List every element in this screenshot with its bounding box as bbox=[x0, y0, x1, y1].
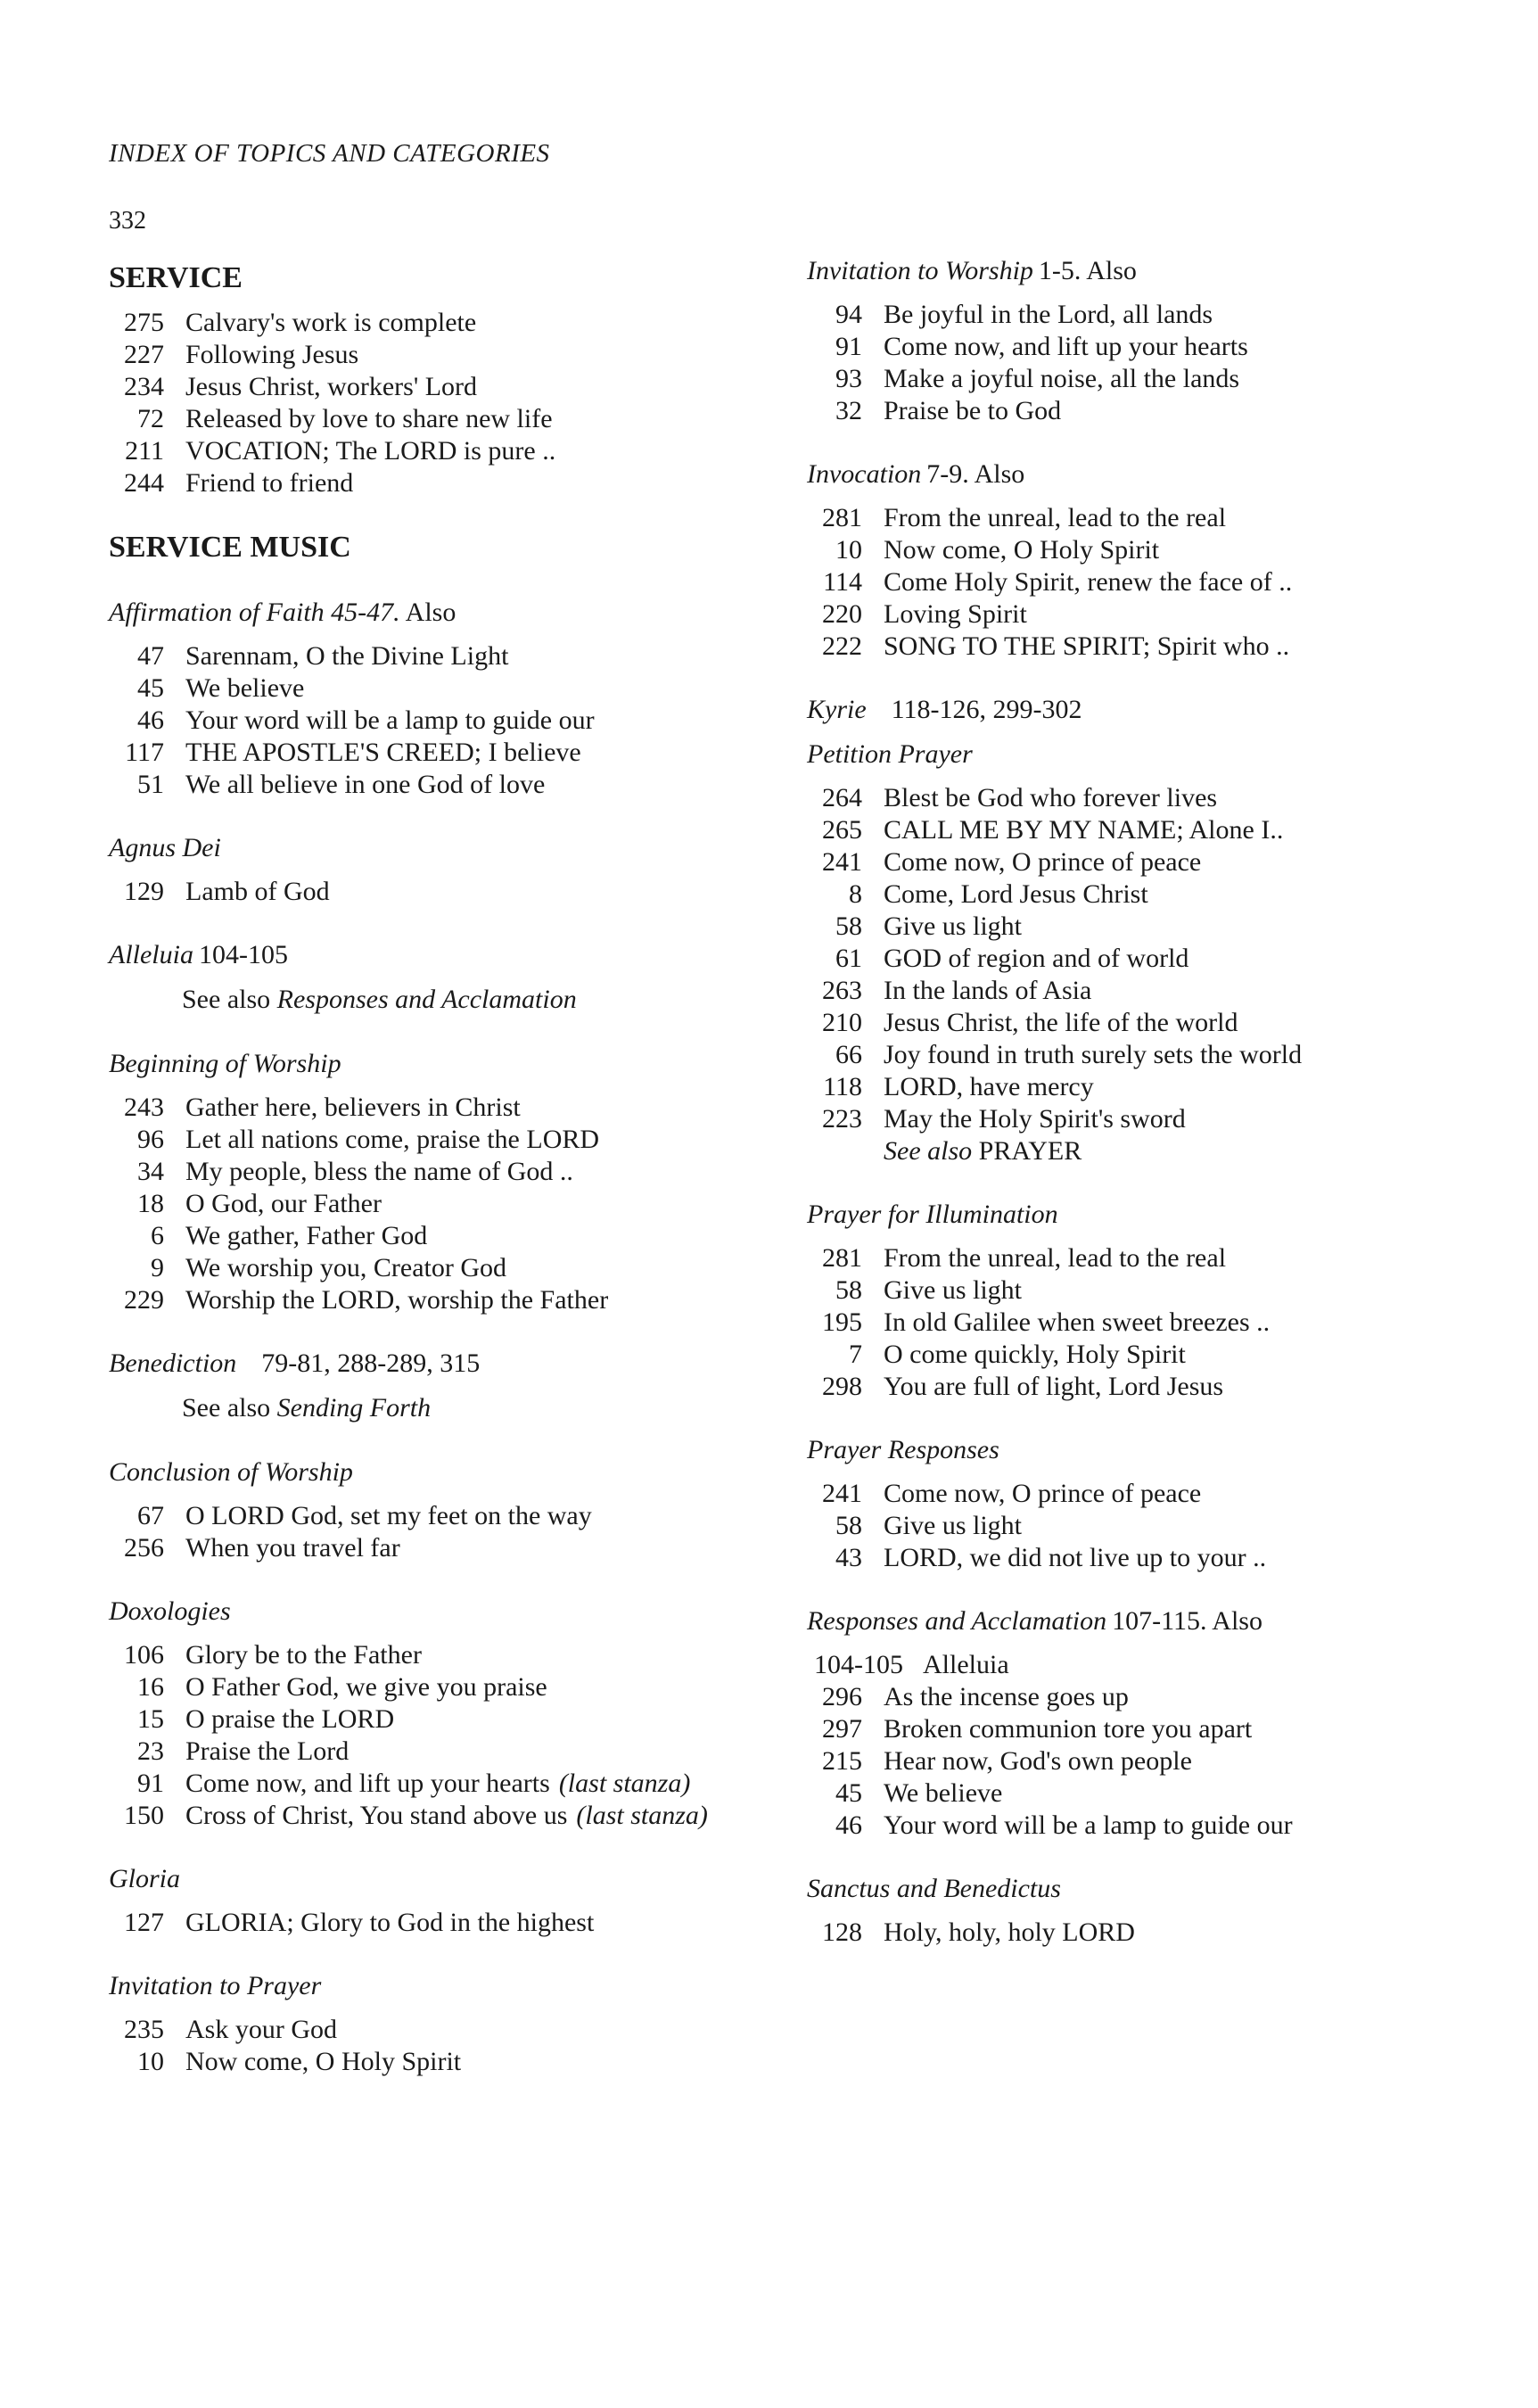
index-entry bbox=[807, 846, 1520, 878]
index-entry bbox=[807, 502, 1520, 534]
index-section bbox=[109, 938, 804, 1017]
index-entry bbox=[807, 943, 1520, 975]
index-section bbox=[807, 1604, 1520, 1842]
index-entry bbox=[807, 534, 1520, 566]
index-entry bbox=[109, 1156, 804, 1188]
index-entry bbox=[109, 435, 804, 467]
index-section bbox=[807, 458, 1520, 663]
hymn-title: In old Galilee when sweet breezes .. bbox=[884, 1307, 1271, 1337]
index-entry bbox=[109, 1532, 804, 1564]
index-entry bbox=[109, 1124, 804, 1156]
hymn-number: 211 bbox=[125, 436, 164, 466]
hymn-note: (last stanza) bbox=[576, 1801, 708, 1830]
hymn-title: CALL ME BY MY NAME; Alone I.. bbox=[884, 815, 1284, 845]
hymn-number: 235 bbox=[124, 2015, 164, 2044]
hymn-number: 15 bbox=[137, 1704, 164, 1734]
category-heading bbox=[109, 1969, 804, 2003]
index-entry bbox=[109, 1284, 804, 1316]
category-range: 79-81, 288-289, 315 bbox=[261, 1348, 481, 1378]
index-section bbox=[109, 1969, 804, 2078]
hymn-number: 91 bbox=[835, 332, 862, 361]
category-name: Prayer Responses bbox=[807, 1435, 999, 1464]
hymn-number: 128 bbox=[822, 1917, 862, 1947]
hymn-title: Jesus Christ, workers' Lord bbox=[185, 372, 478, 401]
hymn-number: 43 bbox=[835, 1543, 862, 1572]
index-entry bbox=[807, 395, 1520, 427]
hymn-number: 9 bbox=[151, 1253, 164, 1282]
index-section bbox=[807, 254, 1520, 427]
hymn-title: Loving Spirit bbox=[884, 599, 1027, 629]
see-also-text bbox=[807, 1135, 1082, 1167]
hymn-number: 241 bbox=[822, 1479, 862, 1508]
hymn-number: 67 bbox=[137, 1501, 164, 1530]
hymn-number: 91 bbox=[137, 1769, 164, 1798]
page-number: 332 bbox=[109, 207, 146, 235]
index-entry bbox=[109, 403, 804, 435]
index-entry bbox=[807, 1103, 1520, 1135]
index-section bbox=[807, 693, 1520, 727]
index-section bbox=[109, 831, 804, 908]
category-heading bbox=[109, 1862, 804, 1896]
category-name: Invocation bbox=[807, 459, 922, 489]
index-entry bbox=[807, 1274, 1520, 1307]
hymn-number: 263 bbox=[822, 976, 862, 1005]
index-entry bbox=[109, 1188, 804, 1220]
hymn-title: SONG TO THE SPIRIT; Spirit who .. bbox=[884, 631, 1290, 661]
hymn-title: When you travel far bbox=[185, 1533, 400, 1563]
hymn-note: (last stanza) bbox=[558, 1769, 691, 1798]
hymn-title: Come now, O prince of peace bbox=[884, 1479, 1202, 1508]
category-name: Kyrie bbox=[807, 695, 867, 724]
hymn-title: We worship you, Creator God bbox=[185, 1253, 507, 1282]
hymn-title: O LORD God, set my feet on the way bbox=[185, 1501, 592, 1530]
index-entry bbox=[807, 1039, 1520, 1071]
index-entry bbox=[109, 371, 804, 403]
hymn-title: May the Holy Spirit's sword bbox=[884, 1104, 1186, 1134]
hymn-title: Alleluia bbox=[923, 1650, 1009, 1679]
hymn-number: 114 bbox=[823, 567, 862, 597]
hymn-number: 106 bbox=[124, 1640, 164, 1670]
hymn-title: Lamb of God bbox=[185, 877, 330, 906]
hymn-number: 51 bbox=[137, 770, 164, 799]
hymn-title: Worship the LORD, worship the Father bbox=[185, 1285, 609, 1315]
hymn-number: 18 bbox=[137, 1189, 164, 1218]
hymn-title: Praise be to God bbox=[884, 396, 1062, 425]
hymn-number: 227 bbox=[124, 340, 164, 369]
index-entry bbox=[807, 1777, 1520, 1810]
hymn-number: 229 bbox=[124, 1285, 164, 1315]
index-entry bbox=[807, 331, 1520, 363]
hymn-title: LORD, we did not live up to your .. bbox=[884, 1543, 1267, 1572]
category-name: Affirmation of Faith 45-47. bbox=[109, 598, 400, 627]
hymn-number: 72 bbox=[137, 404, 164, 433]
hymn-title: Jesus Christ, the life of the world bbox=[884, 1008, 1238, 1037]
index-entry bbox=[109, 1252, 804, 1284]
category-heading bbox=[807, 1604, 1520, 1638]
page-header: INDEX OF TOPICS AND CATEGORIES bbox=[109, 139, 550, 168]
hymn-number: 129 bbox=[124, 877, 164, 906]
index-entry bbox=[109, 339, 804, 371]
index-entry bbox=[807, 1371, 1520, 1403]
index-entry bbox=[109, 2046, 804, 2078]
hymn-title: O praise the LORD bbox=[185, 1704, 395, 1734]
category-heading bbox=[807, 738, 1520, 771]
hymn-number: 210 bbox=[822, 1008, 862, 1037]
hymn-number: 47 bbox=[137, 641, 164, 671]
index-section bbox=[109, 530, 804, 565]
category-name: Conclusion of Worship bbox=[109, 1457, 353, 1487]
category-heading bbox=[807, 254, 1520, 288]
hymn-title: Come Holy Spirit, renew the face of .. bbox=[884, 567, 1293, 597]
index-entry bbox=[807, 1745, 1520, 1777]
hymn-title: GOD of region and of world bbox=[884, 944, 1189, 973]
category-range: Also bbox=[405, 598, 456, 627]
hymn-number: 61 bbox=[835, 944, 862, 973]
hymn-number: 8 bbox=[849, 879, 862, 909]
see-also-prefix: See also bbox=[182, 1393, 277, 1423]
hymn-number: 297 bbox=[822, 1714, 862, 1744]
right-column bbox=[807, 254, 1520, 1979]
category-heading bbox=[807, 693, 1520, 727]
hymn-title: We believe bbox=[185, 673, 305, 703]
left-column bbox=[109, 260, 804, 2108]
category-name: Invitation to Worship bbox=[807, 256, 1033, 285]
index-entry bbox=[807, 1307, 1520, 1339]
index-entry bbox=[109, 876, 804, 908]
index-entry bbox=[807, 1242, 1520, 1274]
index-entry bbox=[807, 814, 1520, 846]
category-range: 104-105 bbox=[198, 940, 288, 969]
hymn-title: Hear now, God's own people bbox=[884, 1746, 1192, 1776]
hymn-title: Holy, holy, holy LORD bbox=[884, 1917, 1135, 1947]
category-name: Alleluia bbox=[109, 940, 193, 969]
index-entry bbox=[807, 1649, 1520, 1681]
index-entry bbox=[807, 1510, 1520, 1542]
hymn-number: 275 bbox=[124, 308, 164, 337]
index-entry bbox=[109, 1639, 804, 1671]
hymn-number: 118 bbox=[823, 1072, 862, 1101]
hymn-title: Come, Lord Jesus Christ bbox=[884, 879, 1148, 909]
category-name: Responses and Acclamation bbox=[807, 1606, 1107, 1636]
hymn-number: 7 bbox=[849, 1340, 862, 1369]
index-section bbox=[109, 1347, 804, 1425]
hymn-number: 127 bbox=[124, 1908, 164, 1937]
category-name: Gloria bbox=[109, 1864, 181, 1893]
index-section bbox=[109, 1595, 804, 1832]
index-entry bbox=[109, 640, 804, 672]
index-section bbox=[807, 1198, 1520, 1403]
category-range: 107-115. Also bbox=[1112, 1606, 1262, 1636]
hymn-title: Sarennam, O the Divine Light bbox=[185, 641, 509, 671]
category-name: Doxologies bbox=[109, 1596, 231, 1626]
hymn-title: Broken communion tore you apart bbox=[884, 1714, 1253, 1744]
hymn-number: 150 bbox=[124, 1801, 164, 1830]
index-entry bbox=[109, 1800, 804, 1832]
category-heading bbox=[807, 1872, 1520, 1906]
hymn-number: 117 bbox=[125, 738, 164, 767]
hymn-title: We believe bbox=[884, 1778, 1003, 1808]
hymn-title: Give us light bbox=[884, 1511, 1022, 1540]
hymn-number: 96 bbox=[137, 1125, 164, 1154]
hymn-title: Joy found in truth surely sets the world bbox=[884, 1040, 1303, 1069]
index-entry bbox=[807, 598, 1520, 631]
index-entry bbox=[109, 2014, 804, 2046]
hymn-title: Come now, and lift up your hearts bbox=[185, 1769, 550, 1798]
index-entry bbox=[807, 975, 1520, 1007]
hymn-title: From the unreal, lead to the real bbox=[884, 1243, 1227, 1273]
hymn-number: 58 bbox=[835, 911, 862, 941]
index-section bbox=[109, 1862, 804, 1939]
hymn-number: 256 bbox=[124, 1533, 164, 1563]
see-also-prefix: See also bbox=[884, 1136, 979, 1166]
hymn-title: LORD, have mercy bbox=[884, 1072, 1094, 1101]
index-entry bbox=[807, 299, 1520, 331]
hymn-title: O Father God, we give you praise bbox=[185, 1672, 547, 1702]
hymn-number: 223 bbox=[822, 1104, 862, 1134]
index-entry bbox=[109, 1220, 804, 1252]
category-name: Beginning of Worship bbox=[109, 1049, 341, 1078]
hymn-title: Gather here, believers in Christ bbox=[185, 1093, 521, 1122]
hymn-number: 265 bbox=[822, 815, 862, 845]
hymn-title: As the incense goes up bbox=[884, 1682, 1129, 1711]
index-entry bbox=[807, 911, 1520, 943]
hymn-title: Calvary's work is complete bbox=[185, 308, 477, 337]
hymn-number: 34 bbox=[137, 1157, 164, 1186]
hymn-number: 215 bbox=[822, 1746, 862, 1776]
hymn-number: 10 bbox=[137, 2047, 164, 2076]
hymn-title: In the lands of Asia bbox=[884, 976, 1092, 1005]
hymn-number: 241 bbox=[822, 847, 862, 877]
index-entry bbox=[109, 1500, 804, 1532]
index-section bbox=[807, 738, 1520, 1167]
hymn-title: Come now, and lift up your hearts bbox=[884, 332, 1248, 361]
category-name: Invitation to Prayer bbox=[109, 1971, 322, 2000]
index-entry bbox=[807, 1007, 1520, 1039]
category-range: 1-5. Also bbox=[1038, 256, 1137, 285]
hymn-number: 298 bbox=[822, 1372, 862, 1401]
hymn-title: Now come, O Holy Spirit bbox=[884, 535, 1160, 565]
index-entry bbox=[807, 782, 1520, 814]
see-also-prefix: See also bbox=[182, 985, 277, 1014]
see-also-target: Sending Forth bbox=[276, 1393, 432, 1423]
hymn-number: 195 bbox=[822, 1307, 862, 1337]
index-entry bbox=[807, 878, 1520, 911]
hymn-title: O come quickly, Holy Spirit bbox=[884, 1340, 1186, 1369]
index-section bbox=[109, 260, 804, 499]
category-heading bbox=[109, 596, 804, 630]
hymn-title: Be joyful in the Lord, all lands bbox=[884, 300, 1213, 329]
hymn-title: Your word will be a lamp to guide our bbox=[884, 1810, 1293, 1840]
hymn-title: Give us light bbox=[884, 911, 1022, 941]
index-entry bbox=[807, 363, 1520, 395]
hymn-title: GLORIA; Glory to God in the highest bbox=[185, 1908, 595, 1937]
index-entry bbox=[109, 467, 804, 499]
index-entry bbox=[109, 1092, 804, 1124]
hymn-title: Give us light bbox=[884, 1275, 1022, 1305]
hymn-number: 234 bbox=[124, 372, 164, 401]
index-entry bbox=[807, 566, 1520, 598]
hymn-title: We gather, Father God bbox=[185, 1221, 428, 1250]
hymn-title: Blest be God who forever lives bbox=[884, 783, 1218, 812]
hymn-title: Friend to friend bbox=[185, 468, 354, 498]
hymn-number: 45 bbox=[137, 673, 164, 703]
section-heading: SERVICE MUSIC bbox=[109, 531, 351, 564]
hymn-title: THE APOSTLE'S CREED; I believe bbox=[185, 738, 581, 767]
see-also-note bbox=[109, 983, 804, 1017]
category-heading bbox=[109, 1456, 804, 1489]
category-name: Petition Prayer bbox=[807, 739, 973, 769]
hymn-number: 93 bbox=[835, 364, 862, 393]
hymn-number: 46 bbox=[137, 705, 164, 735]
hymn-number: 281 bbox=[822, 503, 862, 532]
hymn-title: O God, our Father bbox=[185, 1189, 382, 1218]
hymn-title: Ask your God bbox=[185, 2015, 337, 2044]
index-entry bbox=[807, 1478, 1520, 1510]
category-name: Sanctus and Benedictus bbox=[807, 1874, 1061, 1903]
hymn-title: Make a joyful noise, all the lands bbox=[884, 364, 1240, 393]
hymn-title: From the unreal, lead to the real bbox=[884, 503, 1227, 532]
hymn-title: Your word will be a lamp to guide our bbox=[185, 705, 595, 735]
hymn-number: 94 bbox=[835, 300, 862, 329]
category-name: Agnus Dei bbox=[109, 833, 221, 862]
hymn-number: 16 bbox=[137, 1672, 164, 1702]
category-heading bbox=[109, 938, 804, 972]
hymn-number: 264 bbox=[822, 783, 862, 812]
hymn-number: 243 bbox=[124, 1093, 164, 1122]
category-heading bbox=[807, 1433, 1520, 1467]
index-entry bbox=[109, 737, 804, 769]
index-entry bbox=[109, 672, 804, 705]
see-also-note bbox=[109, 1391, 804, 1425]
hymn-title: Let all nations come, praise the LORD bbox=[185, 1125, 600, 1154]
index-entry bbox=[807, 1681, 1520, 1713]
hymn-title: Come now, O prince of peace bbox=[884, 847, 1202, 877]
index-entry bbox=[807, 1071, 1520, 1103]
index-entry bbox=[807, 1713, 1520, 1745]
section-heading: SERVICE bbox=[109, 261, 243, 294]
hymn-title: We all believe in one God of love bbox=[185, 770, 546, 799]
hymn-number: 222 bbox=[822, 631, 862, 661]
index-section bbox=[109, 596, 804, 801]
index-entry bbox=[807, 1542, 1520, 1574]
category-heading bbox=[109, 831, 804, 865]
index-section bbox=[109, 1047, 804, 1316]
category-range: 118-126, 299-302 bbox=[891, 695, 1082, 724]
index-entry bbox=[807, 1810, 1520, 1842]
hymn-number: 281 bbox=[822, 1243, 862, 1273]
hymn-title: Released by love to share new life bbox=[185, 404, 553, 433]
hymn-title: My people, bless the name of God .. bbox=[185, 1157, 573, 1186]
see-also-target: Responses and Acclamation bbox=[276, 985, 577, 1014]
index-section bbox=[807, 1433, 1520, 1574]
hymn-title: Praise the Lord bbox=[185, 1736, 350, 1766]
hymn-number: 46 bbox=[835, 1810, 862, 1840]
hymn-title: Now come, O Holy Spirit bbox=[185, 2047, 462, 2076]
category-name: Prayer for Illumination bbox=[807, 1200, 1058, 1229]
hymn-title: Glory be to the Father bbox=[185, 1640, 422, 1670]
hymn-number: 66 bbox=[835, 1040, 862, 1069]
see-also-note bbox=[807, 1135, 1520, 1167]
see-also-target: PRAYER bbox=[978, 1136, 1082, 1166]
index-entry bbox=[109, 1768, 804, 1800]
hymn-number: 58 bbox=[835, 1275, 862, 1305]
category-name: Benediction bbox=[109, 1348, 237, 1378]
index-entry bbox=[109, 1736, 804, 1768]
hymn-title: Following Jesus bbox=[185, 340, 359, 369]
category-heading bbox=[109, 1347, 804, 1381]
index-entry bbox=[109, 1703, 804, 1736]
category-range: 7-9. Also bbox=[926, 459, 1025, 489]
hymn-number: 296 bbox=[822, 1682, 862, 1711]
index-entry bbox=[109, 705, 804, 737]
hymn-number: 58 bbox=[835, 1511, 862, 1540]
hymn-number: 244 bbox=[124, 468, 164, 498]
hymn-number: 23 bbox=[137, 1736, 164, 1766]
index-entry bbox=[109, 769, 804, 801]
category-heading bbox=[109, 1595, 804, 1629]
index-entry bbox=[807, 1339, 1520, 1371]
index-section bbox=[807, 1872, 1520, 1949]
index-section bbox=[109, 1456, 804, 1564]
index-entry bbox=[807, 1917, 1520, 1949]
hymn-number: 220 bbox=[822, 599, 862, 629]
hymn-number: 45 bbox=[835, 1778, 862, 1808]
hymn-title: Cross of Christ, You stand above us bbox=[185, 1801, 568, 1830]
index-entry bbox=[109, 307, 804, 339]
index-entry bbox=[109, 1907, 804, 1939]
category-heading bbox=[807, 1198, 1520, 1232]
hymn-number: 104-105 bbox=[814, 1650, 903, 1679]
category-heading bbox=[109, 1047, 804, 1081]
index-entry bbox=[807, 631, 1520, 663]
hymn-number: 10 bbox=[835, 535, 862, 565]
hymn-title: VOCATION; The LORD is pure .. bbox=[185, 436, 556, 466]
hymn-number: 32 bbox=[835, 396, 862, 425]
category-heading bbox=[807, 458, 1520, 491]
hymn-number: 6 bbox=[151, 1221, 164, 1250]
index-entry bbox=[109, 1671, 804, 1703]
hymn-title: You are full of light, Lord Jesus bbox=[884, 1372, 1224, 1401]
